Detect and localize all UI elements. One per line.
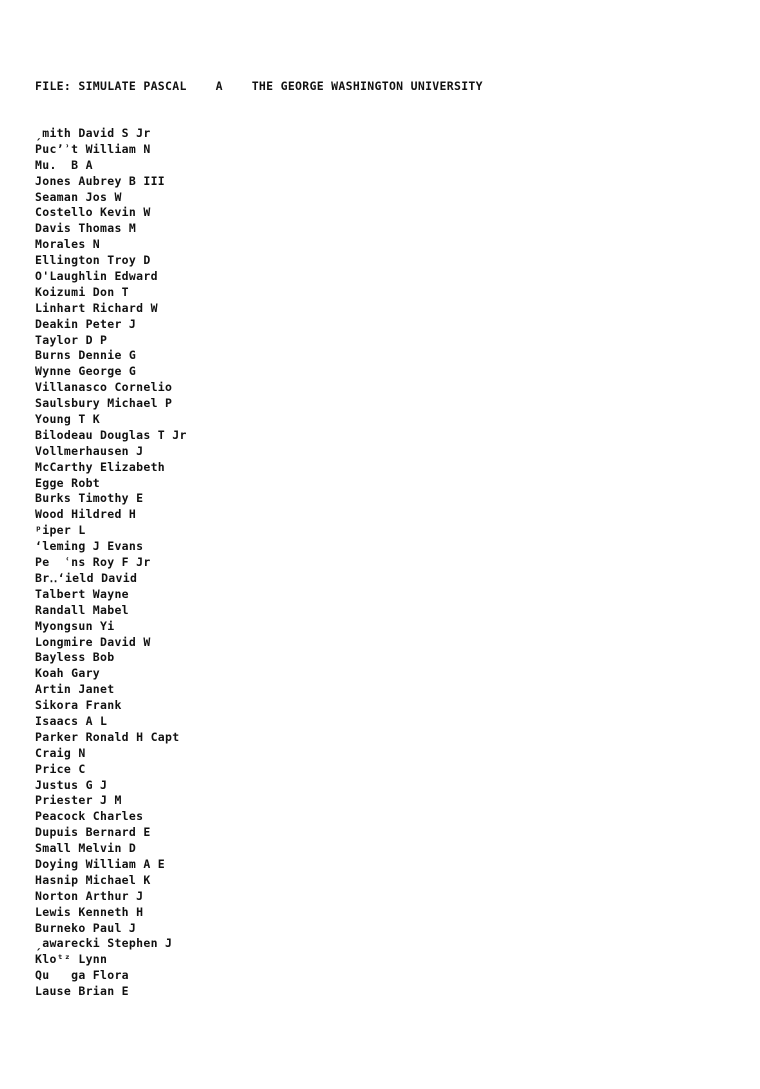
- name-entry: Koah Gary: [35, 666, 101, 681]
- name-entry: Hasnip Michael K: [35, 872, 151, 887]
- name-entry: Villanasco Cornelio: [35, 380, 173, 395]
- name-entry: Peacock Charles: [35, 809, 144, 824]
- name-entry: Egge Robt: [35, 475, 101, 490]
- name-entry: Wood Hildred H: [35, 507, 137, 522]
- name-entry: Jones Aubrey B III: [35, 173, 166, 188]
- name-entry: McCarthy Elizabeth: [35, 459, 166, 474]
- name-entry: Myongsun Yi: [35, 618, 115, 633]
- name-entry: Br․․ʻield David: [35, 570, 138, 585]
- name-entry: Seaman Jos W: [35, 189, 122, 204]
- name-entry: Bilodeau Douglas T Jr: [35, 427, 187, 442]
- name-entry: Isaacs A L: [35, 713, 108, 728]
- name-entry: Young T K: [35, 412, 101, 427]
- name-entry: Sikora Frank: [35, 698, 122, 713]
- name-entry: Norton Arthur J: [35, 888, 144, 903]
- name-entry: ᵖiper L: [35, 523, 86, 538]
- name-entry: Lewis Kenneth H: [35, 904, 144, 919]
- name-entry: Ellington Troy D: [35, 253, 151, 268]
- name-entry: Longmire David W: [35, 634, 151, 649]
- name-entry: Davis Thomas M: [35, 221, 137, 236]
- name-entry: Burks Timothy E: [35, 491, 144, 506]
- name-entry: ʻleming J Evans: [35, 539, 144, 554]
- name-entry: Pucʼʾt William N: [35, 141, 151, 156]
- name-entry: Costello Kevin W: [35, 205, 151, 220]
- name-entry: Qu ga Flora: [35, 968, 129, 983]
- name-list: [35, 126, 187, 1000]
- name-entry: Wynne George G: [35, 364, 137, 379]
- name-entry: Craig N: [35, 745, 86, 760]
- name-entry: Price C: [35, 761, 86, 776]
- name-entry: ˏmith David S Jr: [35, 126, 151, 140]
- file-header: FILE: SIMULATE PASCAL A THE GEORGE WASHINGTON UNIVERSITY: [35, 79, 483, 93]
- name-entry: Parker Ronald H Capt: [35, 729, 180, 744]
- name-entry: Bayless Bob: [35, 650, 115, 665]
- name-entry: Doying William A E: [35, 856, 166, 871]
- name-entry: Pe ʿns Roy F Jr: [35, 555, 151, 570]
- name-entry: Lause Brian E: [35, 984, 129, 999]
- name-entry: Taylor D P: [35, 332, 108, 347]
- name-entry: Morales N: [35, 237, 101, 252]
- name-entry: Mu. B A: [35, 157, 93, 172]
- name-entry: O'Laughlin Edward: [35, 269, 158, 284]
- name-entry: Saulsbury Michael P: [35, 396, 173, 411]
- name-entry: Kloᵗᶻ Lynn: [35, 952, 108, 967]
- name-entry: Koizumi Don T: [35, 284, 129, 299]
- name-entry: Small Melvin D: [35, 841, 137, 856]
- name-entry: Justus G J: [35, 777, 108, 792]
- name-entry: Dupuis Bernard E: [35, 825, 151, 840]
- name-entry: Burns Dennie G: [35, 348, 137, 363]
- name-entry: Linhart Richard W: [35, 300, 158, 315]
- name-entry: ˏawarecki Stephen J: [35, 936, 173, 951]
- name-entry: Randall Mabel: [35, 602, 129, 617]
- name-entry: Vollmerhausen J: [35, 443, 144, 458]
- name-entry: Artin Janet: [35, 682, 115, 697]
- name-entry: Burneko Paul J: [35, 920, 137, 935]
- name-entry: Priester J M: [35, 793, 122, 808]
- name-entry: Deakin Peter J: [35, 316, 137, 331]
- name-entry: Talbert Wayne: [35, 586, 129, 601]
